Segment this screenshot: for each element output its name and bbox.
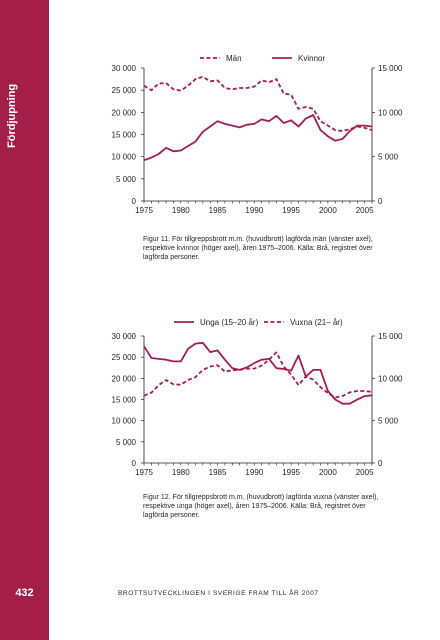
- right-tick-label: 0: [378, 197, 383, 206]
- right-tick-label: 5 000: [378, 152, 399, 162]
- x-tick-label: 1990: [245, 206, 264, 215]
- x-tick-label: 1985: [208, 206, 227, 215]
- x-tick-label: 2000: [318, 468, 337, 477]
- right-tick-label: 5 000: [378, 416, 399, 426]
- series-line-dashed: [144, 77, 372, 131]
- left-tick-label: 15 000: [111, 395, 136, 405]
- x-tick-label: 1985: [208, 468, 227, 477]
- left-tick-label: 5 000: [115, 437, 136, 447]
- left-tick-label: 20 000: [111, 108, 136, 118]
- left-tick-label: 15 000: [111, 130, 136, 140]
- left-tick-label: 25 000: [111, 353, 136, 363]
- series-line-solid: [144, 343, 372, 404]
- page-number: 432: [15, 587, 34, 599]
- left-tick-label: 10 000: [111, 416, 136, 426]
- right-tick-label: 10 000: [378, 108, 403, 118]
- x-tick-label: 1990: [245, 468, 264, 477]
- right-tick-label: 15 000: [378, 64, 403, 73]
- section-label: Fördjupning: [6, 83, 18, 148]
- left-tick-label: 10 000: [111, 152, 136, 162]
- left-tick-label: 25 000: [111, 86, 136, 96]
- running-footer: BROTTSUTVECKLINGEN I SVERIGE FRAM TILL ÅR 2007: [118, 590, 319, 597]
- right-tick-label: 10 000: [378, 374, 403, 384]
- chart-figure-12: [100, 312, 420, 487]
- figure-12-caption: Figur 12. För tillgreppsbrott m.m. (huvudbrott) lagförda vuxna (vänster axel), respektive unga (höger axel), åren 1975–2006. Källa: Brå, registret över lagförda personer.: [143, 494, 379, 519]
- right-tick-label: 15 000: [378, 332, 403, 341]
- x-tick-label: 1980: [171, 206, 190, 215]
- section-sidebar: [0, 0, 49, 640]
- legend-label: Unga (15–20 år): [200, 318, 259, 327]
- x-tick-label: 2005: [355, 206, 374, 215]
- x-tick-label: 1975: [135, 206, 153, 215]
- x-tick-label: 1995: [282, 206, 300, 215]
- x-tick-label: 2000: [318, 206, 337, 215]
- chart-figure-11: [100, 48, 420, 228]
- legend-label: Vuxna (21– år): [290, 318, 343, 327]
- x-tick-label: 1975: [135, 468, 153, 477]
- left-tick-label: 5 000: [115, 174, 136, 184]
- left-tick-label: 30 000: [111, 332, 136, 341]
- right-tick-label: 0: [378, 459, 383, 468]
- left-tick-label: 30 000: [111, 64, 136, 73]
- left-tick-label: 0: [131, 197, 136, 206]
- legend-label: Män: [226, 54, 242, 63]
- legend-label: Kvinnor: [298, 54, 326, 63]
- left-tick-label: 0: [131, 459, 136, 468]
- series-line-dashed: [144, 353, 372, 398]
- figure-11-caption: Figur 11. För tillgreppsbrott m.m. (huvudbrott) lagförda män (vänster axel), respektive kvinnor (höger axel), åren 1975–2006. Källa: Brå, registret över lagförda personer.: [143, 236, 373, 261]
- series-line-solid: [144, 115, 372, 160]
- x-tick-label: 1995: [282, 468, 300, 477]
- x-tick-label: 2005: [355, 468, 374, 477]
- x-tick-label: 1980: [171, 468, 190, 477]
- left-tick-label: 20 000: [111, 374, 136, 384]
